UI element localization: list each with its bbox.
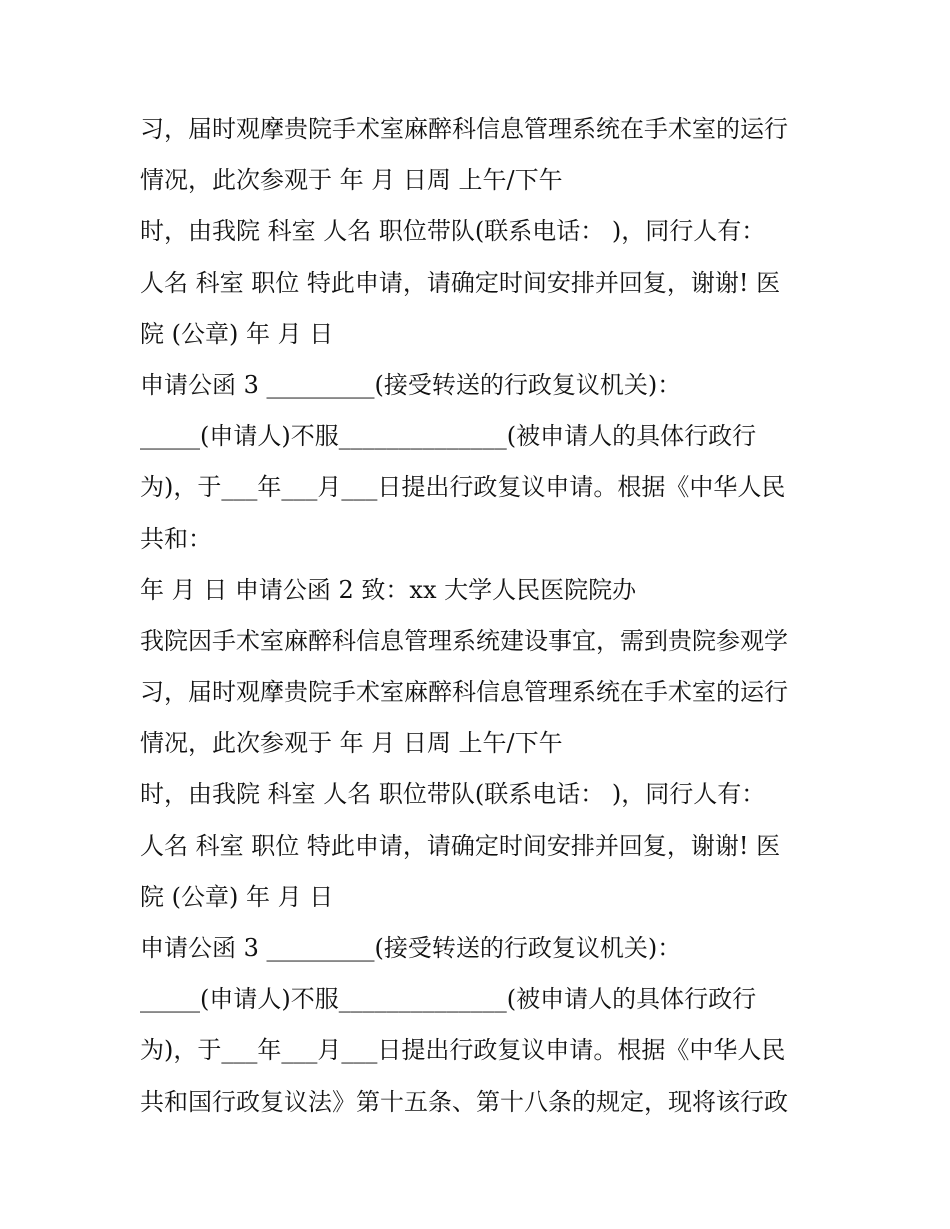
- text-line: 我院因手术室麻醉科信息管理系统建设事宜，需到贵院参观学: [140, 626, 788, 655]
- text-line: 时，由我院 科室 人名 职位带队(联系电话： )，同行人有：: [140, 780, 766, 809]
- text-line: 为)，于___年___月___日提出行政复议申请。根据《中华人民: [140, 473, 786, 502]
- text-line: 习，届时观摩贵院手术室麻醉科信息管理系统在手术室的运行: [140, 678, 788, 707]
- text-line: _____(申请人)不服______________(被申请人的具体行政行: [140, 985, 757, 1014]
- text-line: 申请公函 3 _________(接受转送的行政复议机关)：: [140, 370, 682, 399]
- text-line: _____(申请人)不服______________(被申请人的具体行政行: [140, 422, 757, 451]
- text-line: 共和：: [140, 524, 212, 553]
- text-line: 共和国行政复议法》第十五条、第十八条的规定，现将该行政: [140, 1087, 788, 1116]
- text-line: 院 (公章) 年 月 日: [140, 319, 334, 348]
- text-line: 习，届时观摩贵院手术室麻醉科信息管理系统在手术室的运行: [140, 115, 788, 143]
- text-line: 情况，此次参观于 年 月 日周 上午/下午: [140, 166, 563, 195]
- text-line: 人名 科室 职位 特此申请，请确定时间安排并回复，谢谢! 医: [140, 268, 781, 297]
- text-line: 院 (公章) 年 月 日: [140, 882, 334, 911]
- text-line: 为)，于___年___月___日提出行政复议申请。根据《中华人民: [140, 1036, 786, 1065]
- text-line: 情况，此次参观于 年 月 日周 上午/下午: [140, 729, 563, 758]
- text-line: 申请公函 3 _________(接受转送的行政复议机关)：: [140, 934, 682, 962]
- text-line: 年 月 日 申请公函 2 致：xx 大学人民医院院办: [140, 575, 637, 604]
- text-line: 人名 科室 职位 特此申请，请确定时间安排并回复，谢谢! 医: [140, 831, 781, 860]
- document-body: [140, 104, 830, 1128]
- text-line: 时，由我院 科室 人名 职位带队(联系电话： )，同行人有：: [140, 217, 766, 246]
